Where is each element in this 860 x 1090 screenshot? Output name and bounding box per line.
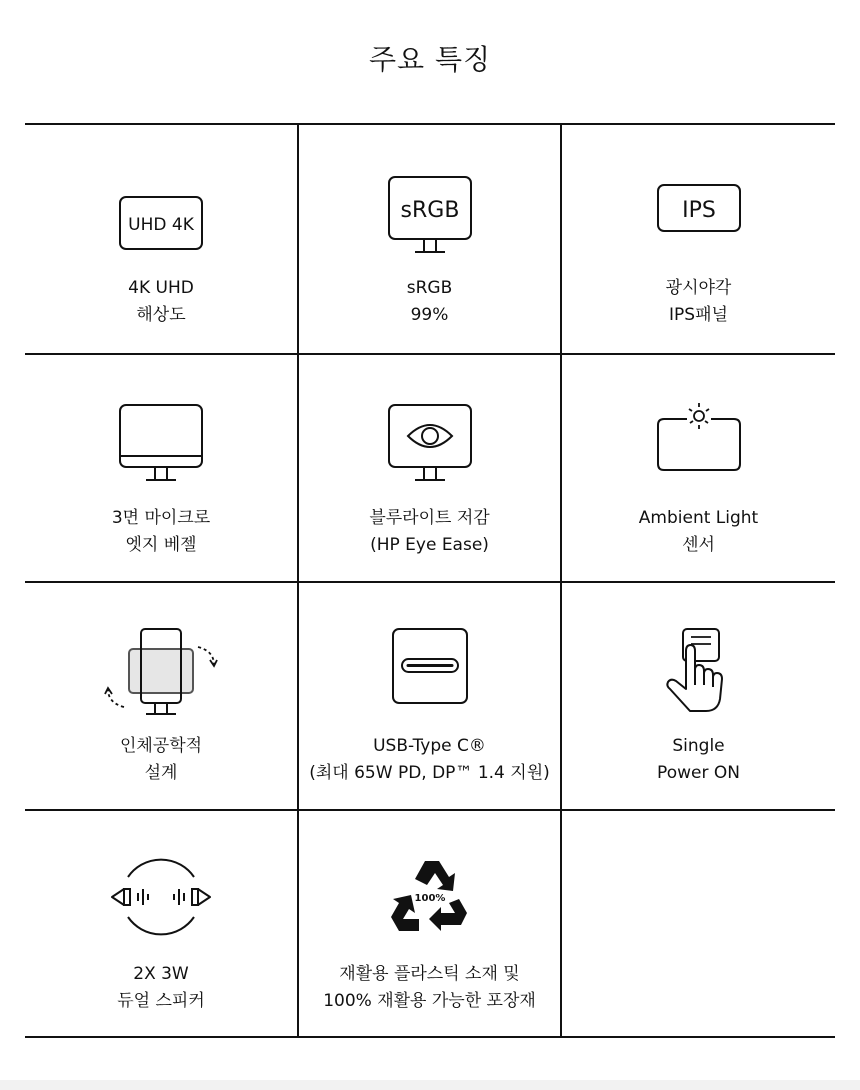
feature-label-line1: 4K UHD (128, 278, 194, 298)
ambient-light-sensor-icon (644, 399, 754, 499)
power-touch-icon (644, 627, 754, 727)
feature-label-line2: 해상도 (136, 305, 186, 325)
page-title: 주요 특징 (368, 43, 492, 76)
feature-label-line2: (최대 65W PD, DP™ 1.4 지원) (309, 763, 550, 783)
feature-cell-usb-c (297, 583, 562, 811)
feature-cell-ambient (562, 355, 835, 583)
feature-label-line2: 100% 재활용 가능한 포장재 (323, 991, 536, 1011)
feature-cell-srgb (297, 125, 562, 353)
feature-cell-uhd (25, 125, 297, 353)
feature-label-line2: (HP Eye Ease) (370, 535, 489, 555)
feature-label-line2: 설계 (144, 763, 178, 783)
usb-c-port-icon (375, 627, 485, 727)
rotate-monitor-icon (106, 627, 216, 727)
feature-row (25, 125, 835, 353)
feature-label-line1: Ambient Light (638, 508, 759, 528)
page-bottom-strip (0, 1080, 860, 1090)
feature-label-line1: 3면 마이크로 (111, 508, 211, 528)
feature-row (25, 353, 835, 583)
recycle-icon (375, 855, 485, 955)
feature-cell-ips (562, 125, 835, 353)
feature-label-line2: IPS패널 (669, 305, 728, 325)
uhd-4k-icon (106, 169, 216, 269)
ips-icon (644, 169, 754, 269)
feature-label-line1: 재활용 플라스틱 소재 및 (339, 964, 520, 984)
feature-label-line1: 2X 3W (133, 964, 189, 984)
feature-row (25, 581, 835, 811)
svg-text:IPS: IPS (681, 198, 716, 223)
srgb-monitor-icon (375, 169, 485, 269)
feature-label-line1: sRGB (406, 278, 453, 298)
feature-cell-bezel (25, 355, 297, 583)
svg-text:sRGB: sRGB (400, 198, 459, 223)
feature-cell-eye-ease (297, 355, 562, 583)
eye-monitor-icon (375, 399, 485, 499)
dual-speaker-icon (106, 855, 216, 955)
feature-label-line2: 99% (410, 305, 449, 325)
feature-label-line2: Power ON (657, 763, 740, 783)
svg-text:100%: 100% (414, 893, 445, 904)
feature-label-line1: USB-Type C® (373, 736, 486, 756)
feature-label-line1: 인체공학적 (119, 736, 203, 756)
micro-edge-monitor-icon (106, 399, 216, 499)
feature-label-line1: Single (672, 736, 725, 756)
feature-cell-power (562, 583, 835, 811)
feature-label-line2: 센서 (682, 535, 715, 555)
feature-label-line1: 블루라이트 저감 (369, 508, 490, 528)
feature-cell-empty (562, 811, 835, 1038)
feature-cell-ergonomic (25, 583, 297, 811)
svg-text:UHD 4K: UHD 4K (128, 215, 194, 235)
feature-label-line2: 엣지 베젤 (125, 535, 197, 555)
feature-label-line1: 광시야각 (665, 278, 732, 298)
feature-cell-speaker (25, 811, 297, 1038)
feature-grid (25, 123, 835, 1038)
feature-cell-recycle (297, 811, 562, 1038)
feature-row (25, 809, 835, 1038)
feature-label-line2: 듀얼 스피커 (117, 991, 205, 1011)
